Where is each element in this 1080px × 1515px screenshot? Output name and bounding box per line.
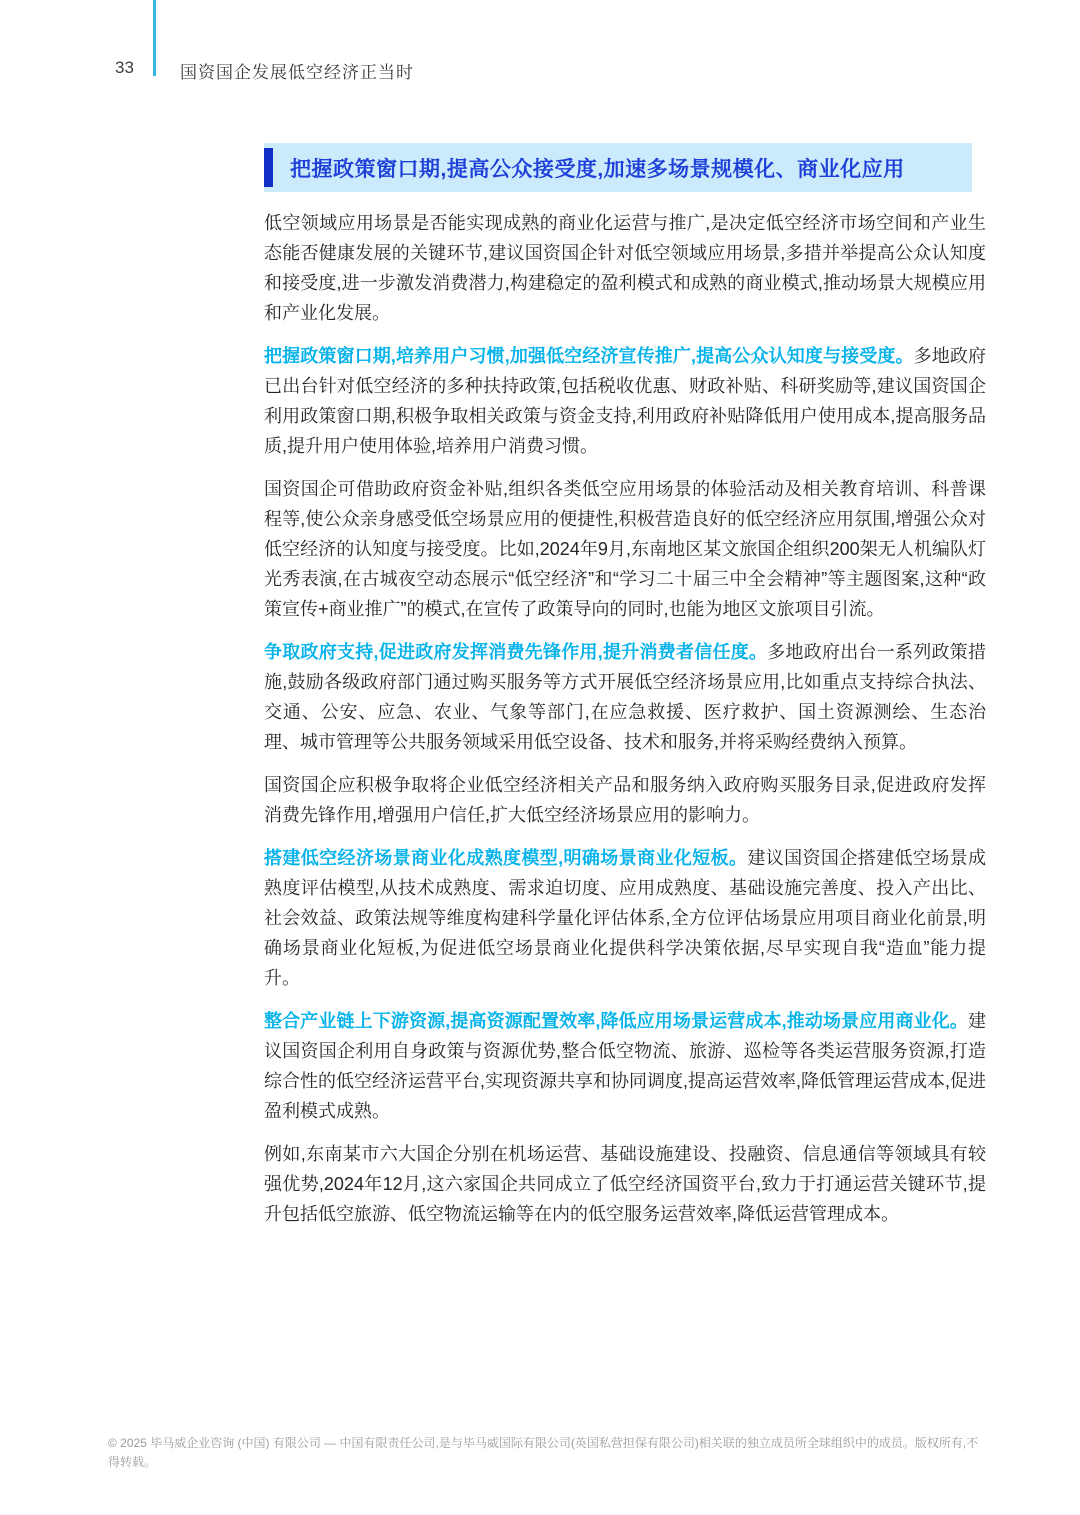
header-title: 国资国企发展低空经济正当时 (180, 63, 414, 82)
paragraph (264, 1139, 986, 1229)
paragraph (264, 770, 986, 830)
paragraph-text: 国资国企应积极争取将企业低空经济相关产品和服务纳入政府购买服务目录,促进政府发挥消费先锋作用,增强用户信任,扩大低空经济场景应用的影响力。 (264, 775, 986, 825)
content-column (264, 143, 986, 1229)
section-heading: 把握政策窗口期,提高公众接受度,加速多场景规模化、商业化应用 (290, 157, 905, 181)
page-number: 33 (115, 58, 134, 77)
paragraph (264, 1006, 986, 1126)
paragraph (264, 843, 986, 993)
paragraph-text: 建议国资国企利用自身政策与资源优势,整合低空物流、旅游、巡检等各类运营服务资源,打造综合性的低空经济运营平台,实现资源共享和协同调度,提高运营效率,降低管理运营成本,促进盈利模式成熟。 (264, 1011, 986, 1121)
paragraph (264, 208, 986, 328)
paragraph-lead: 把握政策窗口期,培养用户习惯,加强低空经济宣传推广,提高公众认知度与接受度。 (264, 346, 914, 366)
paragraph-text: 国资国企可借助政府资金补贴,组织各类低空应用场景的体验活动及相关教育培训、科普课程等,使公众亲身感受低空场景应用的便捷性,积极营造良好的低空经济应用氛围,增强公众对低空经济的认知度与接受度。比如,2024年9月,东南地区某文旅国企组织200架无人机编队灯光秀表演,在古城夜空动态展示“低空经济”和“学习二十届三中全会精神”等主题图案,这种“政策宣传+商业推广”的模式,在宣传了政策导向的同时,也能为地区文旅项目引流。 (264, 479, 986, 619)
heading-accent-bar (264, 148, 273, 187)
paragraph-text: 低空领域应用场景是否能实现成熟的商业化运营与推广,是决定低空经济市场空间和产业生态能否健康发展的关键环节,建议国资国企针对低空领域应用场景,多措并举提高公众认知度和接受度,进一步激发消费潜力,构建稳定的盈利模式和成熟的商业模式,推动场景大规模应用和产业化发展。 (264, 213, 986, 323)
header-accent-line (153, 0, 156, 76)
paragraph-lead: 整合产业链上下游资源,提高资源配置效率,降低应用场景运营成本,推动场景应用商业化。 (264, 1011, 968, 1031)
paragraph (264, 474, 986, 624)
footer-copyright: © 2025 毕马威企业咨询 (中国) 有限公司 — 中国有限责任公司,是与毕马威国际有限公司(英国私营担保有限公司)相关联的独立成员所全球组织中的成员。版权所有,不得转载。 (108, 1436, 979, 1469)
paragraph-text: 建议国资国企搭建低空场景成熟度评估模型,从技术成熟度、需求迫切度、应用成熟度、基础设施完善度、投入产出比、社会效益、政策法规等维度构建科学量化评估体系,全方位评估场景应用项目商业化前景,明确场景商业化短板,为促进低空场景商业化提供科学决策依据,尽早实现自我“造血”能力提升。 (264, 848, 987, 988)
paragraph (264, 341, 986, 461)
paragraph-lead: 搭建低空经济场景商业化成熟度模型,明确场景商业化短板。 (264, 848, 748, 868)
paragraph-text: 多地政府出台一系列政策措施,鼓励各级政府部门通过购买服务等方式开展低空经济场景应用,比如重点支持综合执法、交通、公安、应急、农业、气象等部门,在应急救援、医疗救护、国土资源测绘、生态治理、城市管理等公共服务领域采用低空设备、技术和服务,并将采购经费纳入预算。 (264, 642, 986, 752)
body-text (264, 208, 986, 1229)
paragraph (264, 637, 986, 757)
paragraph-lead: 争取政府支持,促进政府发挥消费先锋作用,提升消费者信任度。 (264, 642, 768, 662)
paragraph-text: 例如,东南某市六大国企分别在机场运营、基础设施建设、投融资、信息通信等领域具有较强优势,2024年12月,这六家国企共同成立了低空经济国资平台,致力于打通运营关键环节,提升包括低空旅游、低空物流运输等在内的低空服务运营效率,降低运营管理成本。 (264, 1144, 986, 1224)
section-heading-box (264, 143, 972, 192)
paragraph-text: 多地政府已出台针对低空经济的多种扶持政策,包括税收优惠、财政补贴、科研奖励等,建议国资国企利用政策窗口期,积极争取相关政策与资金支持,利用政府补贴降低用户使用成本,提高服务品质,提升用户使用体验,培养用户消费习惯。 (264, 346, 987, 456)
